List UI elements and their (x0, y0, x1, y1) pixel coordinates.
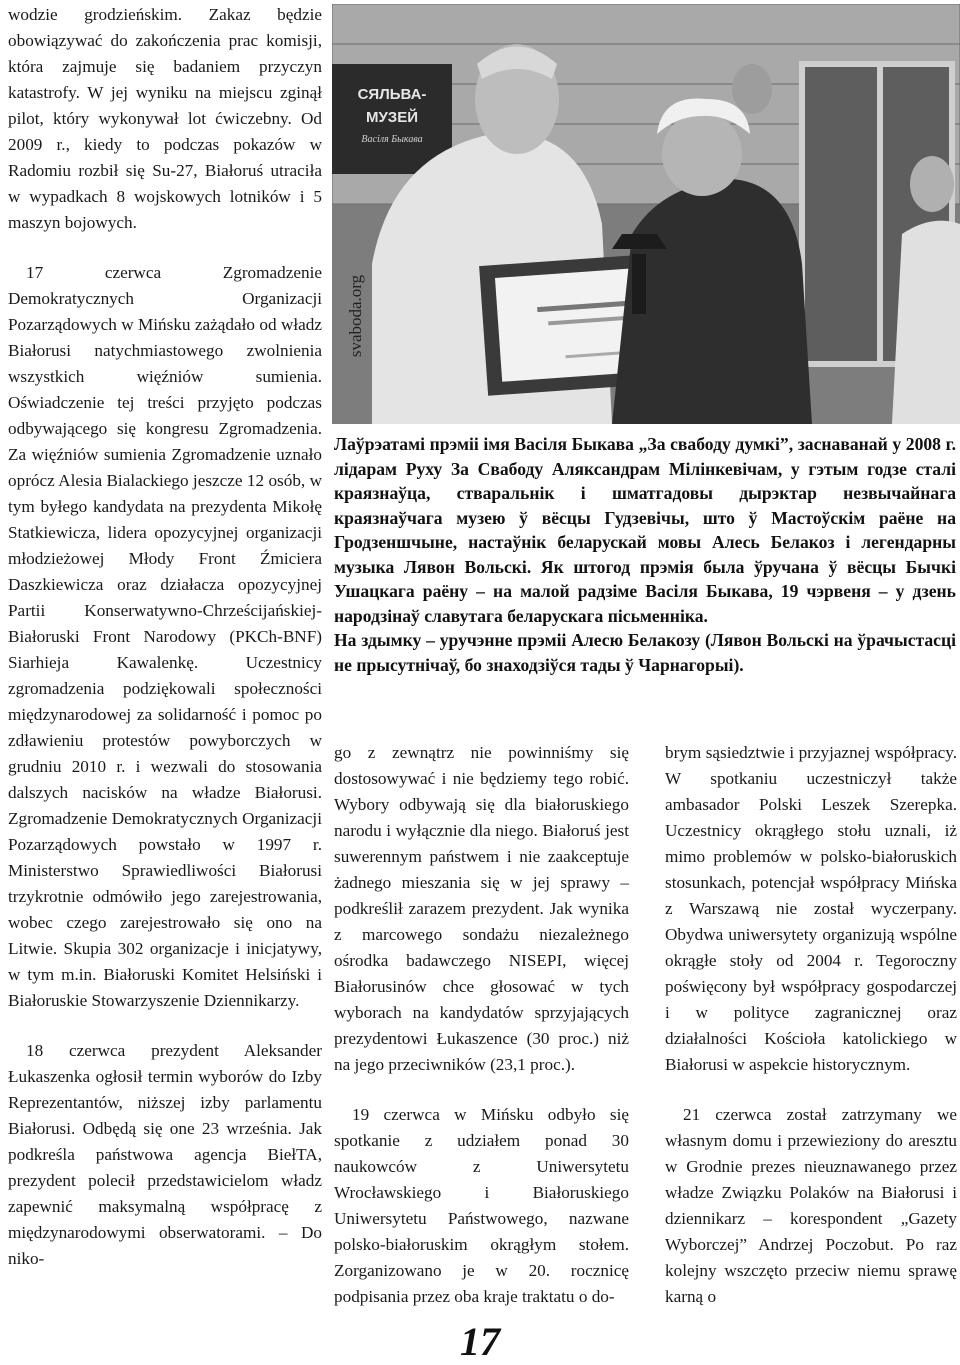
sign-line: МУЗЕЙ (365, 109, 419, 126)
paragraph: 17 czerwca Zgromadzenie Demokratycznych Organizacji Pozarządowych w Mińsku zażądało od władz Białorusi natychmiastowego zwolnienia wszystkich więźniów sumienia. Oświadczenie tej treści przyjęto podczas odbywającego się kongresu Zgromadzenia. Za więźniów sumienia Zgromadzenie uznało oprócz Alesia Bialackiego jeszcze 12 osób, w tym byłego kandydata na prezydenta Mikołę Statkiewicza, lidera opozycyjnej organizacji młodzieżowej Młody Front Źmiciera Daszkiewicza oraz działacza opozycyjnej Partii Konserwatywno-Chrześcijańskiej-Białoruski Front Narodowy (PKCh-BNF) Siarhieja Kawalenkę. Uczestnicy zgromadzenia podziękowali społeczności międzynarodowej za solidarność i pomoc po zdławieniu protestów powyborczych w grudniu 2010 r. i wezwali do stosowania dalszych nacisków na władze Białorusi. Zgromadzenie Demokratycznych Organizacji Pozarządowych powstało w 1997 r. Ministerstwo Sprawiedliwości Białorusi trzykrotnie odmówiło jego zarejestrowania, wobec czego zarejestrowało się ono na Litwie. Skupia 302 organizacje i inicjatywy, w tym m.in. Białoruski Komitet Helsiński i Białoruskie Stowarzyszenie Dziennikarzy. (8, 263, 322, 1010)
photo-illustration (332, 4, 960, 424)
left-column (8, 2, 322, 1272)
paragraph: wodzie grodzieńskim. Zakaz będzie obowiązywać do zakończenia prac komisji, która zajmuje się badaniem przyczyn katastrofy. W jej wyniku na miejscu zginął pilot, który wykonywał lot ćwiczebny. Od 2009 r., kiedy to podczas pokazów w Radomiu rozbił się Su-27, Białoruś utraciła w wypadkach 8 wojskowych lotników i 5 maszyn bojowych. (8, 5, 322, 232)
paragraph: 19 czerwca w Mińsku odbyło się spotkanie z udziałem ponad 30 naukowców z Uniwersytetu Wrocławskiego i Białoruskiego Uniwersytetu Państwowego, nazwane polsko-białoruskim okrągłym stołem. Zorganizowano je w 20. rocznicę podpisania przez oba kraje traktatu o do- (334, 1105, 629, 1306)
photo-credit: svaboda.org (346, 274, 365, 358)
photo-award-ceremony (332, 4, 960, 424)
sign-line: СЯЛЬВА- (357, 86, 427, 103)
page-number: 17 (460, 1319, 500, 1364)
photo-caption (334, 432, 956, 677)
sign-line: Васіля Быкава (361, 134, 423, 145)
paragraph: go z zewnątrz nie powinniśmy się dostosowywać i nie będziemy tego robić. Wybory odbywają się dla białoruskiego narodu i wyłącznie dla niego. Białoruś jest suwerennym państwem i nie zaakceptuje żadnego mieszania się w jej sprawy – podkreślił zarazem prezydent. Jak wynika z marcowego sondażu niezależnego ośrodka badawczego NISEPI, więcej Białorusinów chce głosować w tych wyborach na kandydatów sprzyjających prezydentowi Łukaszence (30 proc.) niż na jego przeciwników (23,1 proc.). (334, 743, 629, 1074)
middle-column (334, 740, 629, 1310)
paragraph: 21 czerwca został zatrzymany we własnym domu i przewieziony do aresztu w Grodnie prezes nieuznawanego przez władze Związku Polaków na Białorusi i dziennikarz – korespondent „Gazety Wyborczej” Andrzej Poczobut. Po raz kolejny wszczęto przeciw niemu sprawę karną o (665, 1105, 957, 1306)
caption-paragraph: Лаўрэатамі прэміі імя Васіля Быкава „За свабоду думкі”, заснаванай у 2008 г. лідарам Руху За Свабоду Аляксандрам Мілінкевічам, у гэтым годзе сталі краязнаўца, стваральнік і шматгадовы дырэктар незвычайнага краязнаўчага музею ў вёсцы Гудзевічы, што ў Мастоўскім раёне на Гродзеншчыне, настаўнік беларускай мовы Алесь Белакоз і легендарны музыка Лявон Вольскі. Як штогод прэмія была ўручана ў вёсцы Бычкі Ушацкага раёну – на малой радзіме Васіля Быкава, 19 чэрвеня – у дзень народзінаў славутага беларускага пісьменніка. (334, 434, 956, 626)
caption-paragraph: На здымку – уручэнне прэміі Алесю Белакозу (Лявон Вольскі на ўрачыстасці не прысутнічаў, бо знаходзіўся тады ў Чарнагорыі). (334, 630, 956, 675)
right-column (665, 740, 957, 1310)
paragraph: 18 czerwca prezydent Aleksander Łukaszenka ogłosił termin wyborów do Izby Reprezentantów, niższej izby parlamentu Białorusi. Odbędą się one 23 września. Jak podkreśla państwowa agencja BiełTA, prezydent polecił przedstawicielom władz zapewnić maksymalną współpracę z międzynarodowymi obserwatorami. – Do niko- (8, 1041, 322, 1268)
paragraph: brym sąsiedztwie i przyjaznej współpracy. W spotkaniu uczestniczył także ambasador Polski Leszek Szerepka. Uczestnicy okrągłego stołu uznali, iż mimo problemów w polsko-białoruskich stosunkach, potencjał współpracy Mińska z Warszawą nie został wyczerpany. Obydwa uniwersytety organizują wspólne okrągłe stoły od 2004 r. Tegoroczny poświęcony był współpracy gospodarczej i w polityce zagranicznej oraz działalności Kościoła katolickiego w Białorusi w aspekcie historycznym. (665, 743, 957, 1074)
